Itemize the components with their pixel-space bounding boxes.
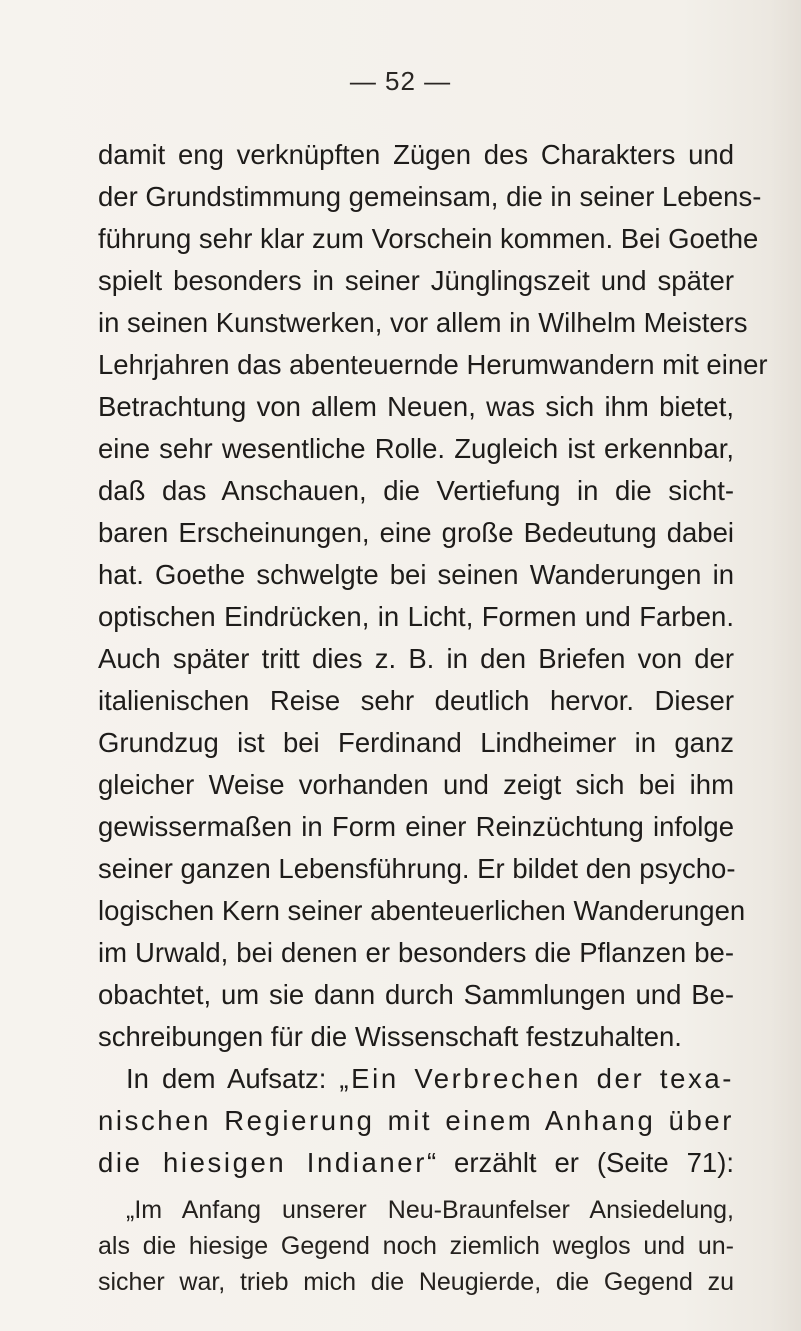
text-line: damit eng verknüpften Zügen des Charakters und: [98, 139, 734, 170]
text-line: [98, 1142, 734, 1184]
text-span: “ erzählt er (Seite 71):: [426, 1147, 734, 1178]
spaced-title: die hiesigen Indianer: [98, 1147, 427, 1178]
text-span: In dem Aufsatz:: [126, 1063, 340, 1094]
text-line: [126, 1058, 734, 1100]
text-line: logischen Kern seiner abenteuerlichen Wanderungen: [98, 895, 746, 926]
quote-line: „Im Anfang unserer Neu-Braunfelser Ansiedelung,: [126, 1196, 734, 1224]
text-line: Grundzug ist bei Ferdinand Lindheimer in ganz: [98, 727, 734, 758]
text-line: Lehrjahren das abenteuernde Herumwandern mit einer: [98, 349, 768, 380]
quote-line: sicher war, trieb mich die Neugierde, die Gegend zu: [98, 1268, 734, 1296]
text-line: optischen Eindrücken, in Licht, Formen und Farben.: [98, 601, 734, 632]
quote-line: als die hiesige Gegend noch ziemlich weglos und un-: [98, 1232, 734, 1260]
text-line: in seinen Kunstwerken, vor allem in Wilhelm Meisters: [98, 307, 748, 338]
spaced-title: „Ein Verbrechen der texa-: [339, 1063, 734, 1094]
text-line: baren Erscheinungen, eine große Bedeutung dabei: [98, 517, 734, 548]
text-line: schreibungen für die Wissenschaft festzuhalten.: [98, 1021, 682, 1052]
text-line: obachtet, um sie dann durch Sammlungen und Be-: [98, 979, 734, 1010]
text-line: Betrachtung von allem Neuen, was sich ihm bietet,: [98, 391, 734, 422]
text-line: Auch später tritt dies z. B. in den Briefen von der: [98, 643, 734, 674]
spaced-title-line: nischen Regierung mit einem Anhang über: [98, 1105, 734, 1136]
text-line: spielt besonders in seiner Jünglingszeit und später: [98, 265, 734, 296]
text-line: gewissermaßen in Form einer Reinzüchtung infolge: [98, 811, 734, 842]
text-line: führung sehr klar zum Vorschein kommen. Bei Goethe: [98, 223, 759, 254]
text-line: eine sehr wesentliche Rolle. Zugleich ist erkennbar,: [98, 433, 734, 464]
text-line: hat. Goethe schwelgte bei seinen Wanderungen in: [98, 559, 734, 590]
page-number: — 52 —: [349, 66, 452, 96]
text-line: italienischen Reise sehr deutlich hervor. Dieser: [98, 685, 734, 716]
text-line: gleicher Weise vorhanden und zeigt sich bei ihm: [98, 769, 734, 800]
text-line: daß das Anschauen, die Vertiefung in die sicht-: [98, 475, 734, 506]
text-line: der Grundstimmung gemeinsam, die in seiner Lebens-: [98, 181, 762, 212]
text-line: seiner ganzen Lebensführung. Er bildet den psycho-: [98, 853, 736, 884]
text-line: im Urwald, bei denen er besonders die Pflanzen be-: [98, 937, 734, 968]
